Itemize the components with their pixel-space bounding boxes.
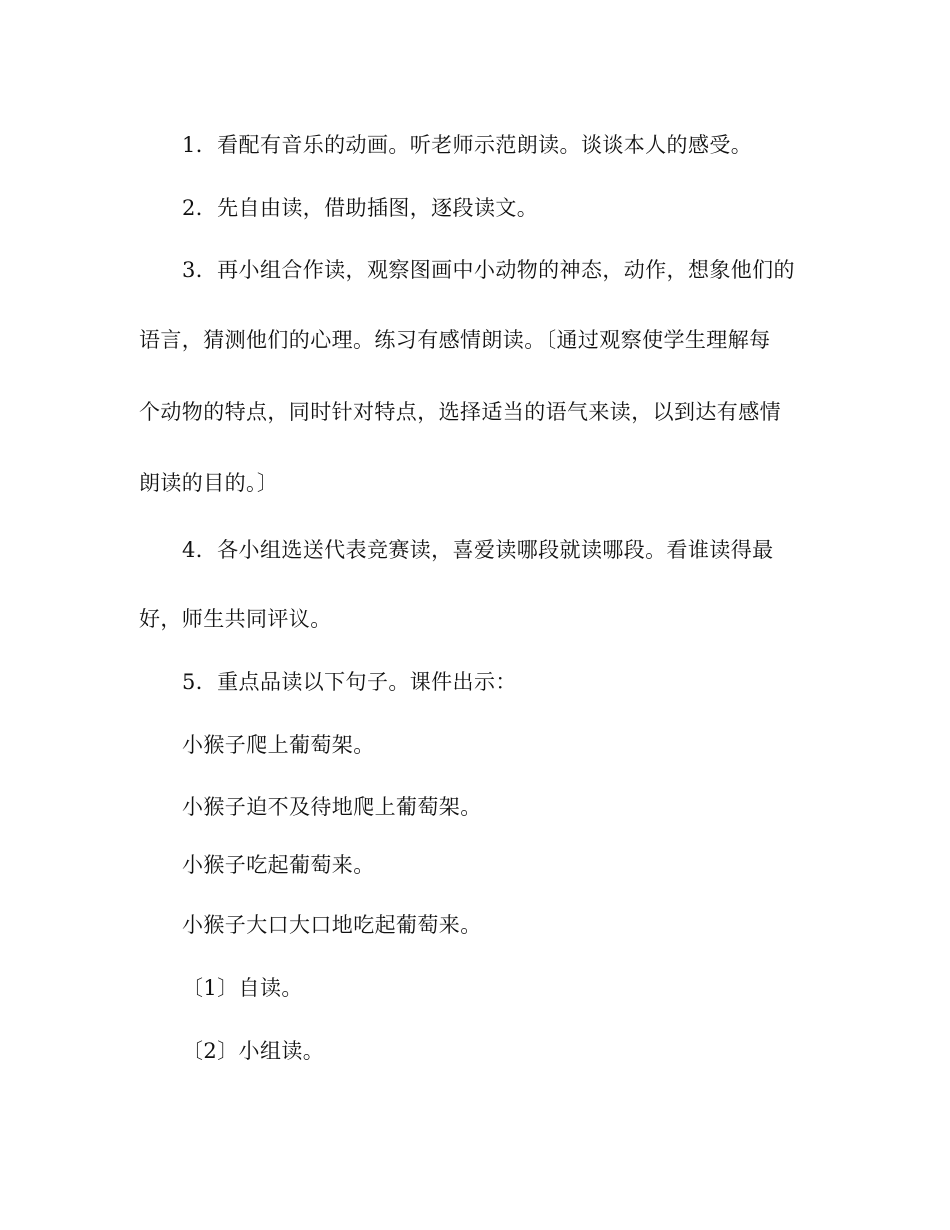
step-4-continuation-line: 好，师生共同评议。: [139, 607, 332, 631]
step-3-continuation-line: 朗读的目的。〕: [139, 471, 279, 495]
example-sentence-line: 小猴子大口大口地吃起葡萄来。: [182, 913, 482, 937]
step-3-continuation-line: 个动物的特点，同时针对特点，选择适当的语气来读，以到达有感情: [139, 400, 781, 424]
sub-step-1-line: 〔1〕自读。: [182, 976, 303, 1000]
step-1-line: 1．看配有音乐的动画。听老师示范朗读。谈谈本人的感受。: [182, 133, 753, 157]
step-5-line: 5．重点品读以下句子。课件出示：: [182, 670, 517, 694]
example-sentence-line: 小猴子爬上葡萄架。: [182, 733, 375, 757]
step-4-line: 4．各小组选送代表竞赛读，喜爱读哪段就读哪段。看谁读得最: [182, 538, 774, 562]
step-3-line: 3．再小组合作读，观察图画中小动物的神态，动作，想象他们的: [182, 258, 795, 282]
example-sentence-line: 小猴子迫不及待地爬上葡萄架。: [182, 795, 482, 819]
step-2-line: 2．先自由读，借助插图，逐段读文。: [182, 196, 539, 220]
example-sentence-line: 小猴子吃起葡萄来。: [182, 853, 375, 877]
step-3-continuation-line: 语言，猜测他们的心理。练习有感情朗读。〔通过观察使学生理解每: [139, 328, 771, 352]
sub-step-2-line: 〔2〕小组读。: [182, 1039, 325, 1063]
